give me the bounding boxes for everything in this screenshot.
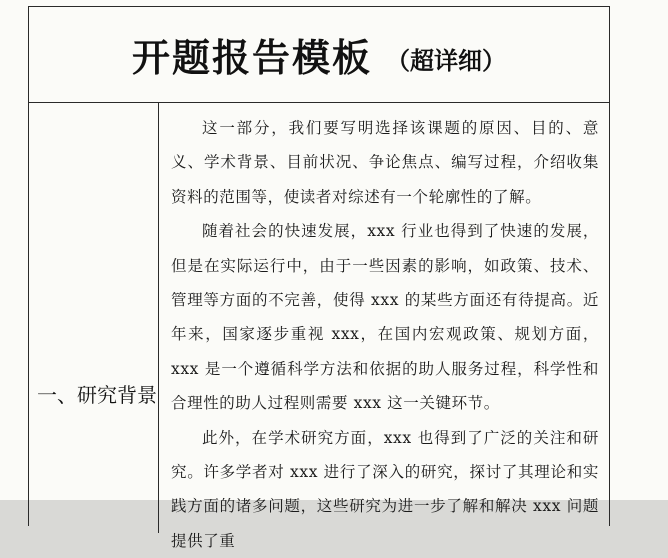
- section-label-cell: [29, 103, 159, 533]
- paragraph-background: 随着社会的快速发展，xxx 行业也得到了快速的发展，但是在实际运行中，由于一些因素的影响，如政策、技术、管理等方面的不完善，使得 xxx 的某些方面还有待提高。近年来，国家逐步重视 xxx，在国内宏观政策、规划方面，xxx 是一个遵循科学方法和依据的助人服务过程，科学性和合理性的助人过程则需要 xxx 这一关键环节。: [171, 222, 599, 413]
- report-table: [28, 6, 610, 550]
- page-title: 开题报告模板: [131, 36, 372, 80]
- page-subtitle: （超详细）: [386, 47, 506, 75]
- paragraph-research: 此外，在学术研究方面，xxx 也得到了广泛的关注和研究。许多学者对 xxx 进行了深入的研究，探讨了其理论和实践方面的诸多问题，这些研究为进一步了解和解决 xxx 问题提供了重: [171, 428, 599, 550]
- section-label: 一、研究背景: [37, 383, 157, 407]
- paragraph-intro: 这一部分，我们要写明选择该课题的原因、目的、意义、学术背景、目前状况、争论焦点、编写过程，介绍收集资料的范围等，使读者对综述有一个轮廓性的了解。: [171, 119, 599, 206]
- section-content-cell: [159, 103, 609, 550]
- title-row: [29, 7, 609, 103]
